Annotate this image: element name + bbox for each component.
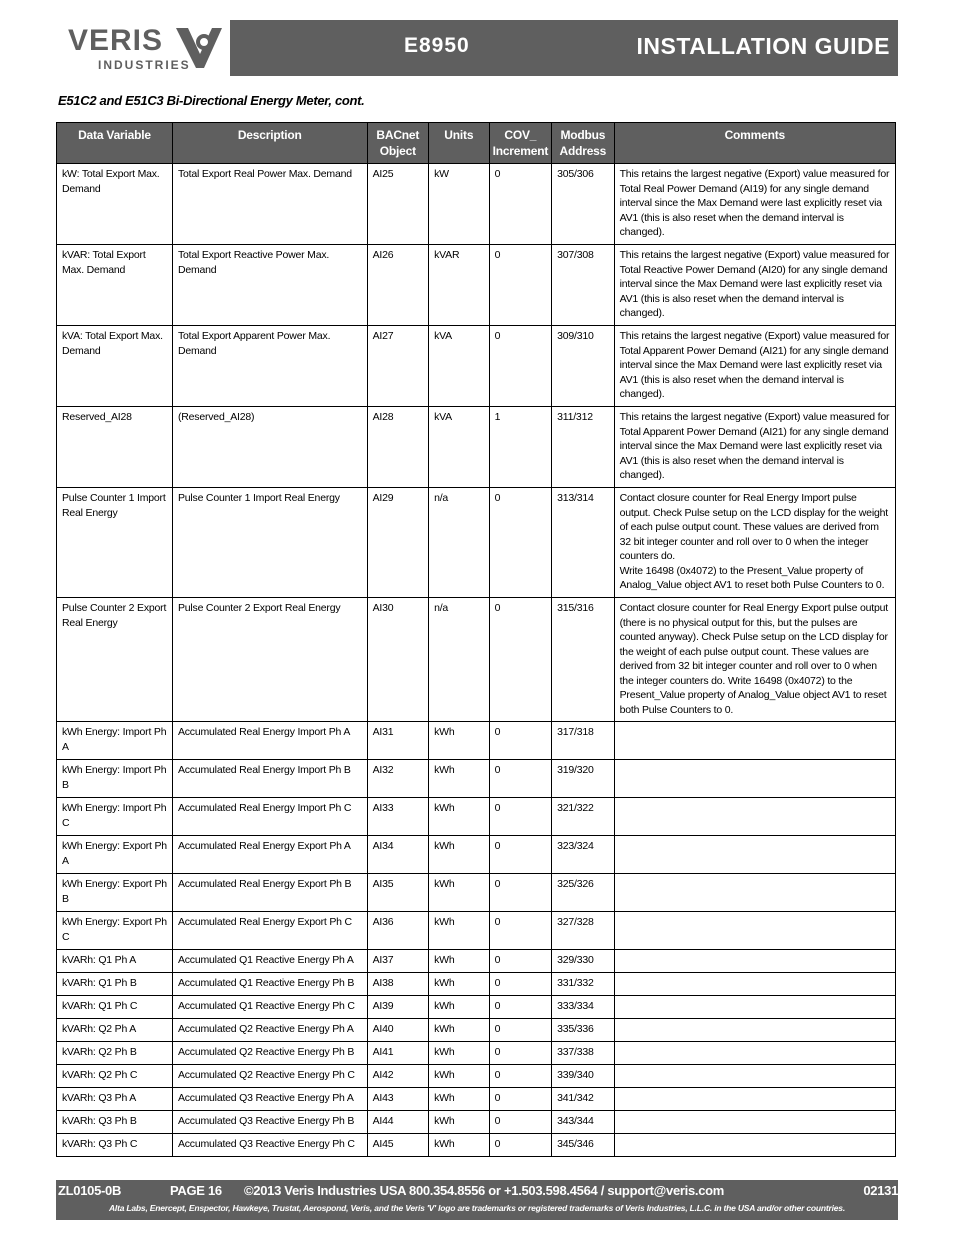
bacnet-object-cell: AI30 — [367, 598, 429, 722]
modbus-address-cell: 343/344 — [552, 1111, 615, 1134]
table-row — [57, 973, 896, 996]
document-title: INSTALLATION GUIDE — [636, 33, 890, 59]
modbus-address-cell: 317/318 — [552, 722, 615, 760]
comments-cell — [614, 1134, 895, 1157]
table-row — [57, 164, 896, 245]
comments-cell — [614, 760, 895, 798]
column-header: Data Variable — [57, 123, 173, 164]
table-row — [57, 488, 896, 598]
copyright-contact: ©2013 Veris Industries USA 800.354.8556 or +1.503.598.4564 / support@veris.com — [244, 1183, 725, 1198]
units-cell: kWh — [429, 874, 490, 912]
bacnet-object-cell: AI44 — [367, 1111, 429, 1134]
description-cell: Accumulated Q2 Reactive Energy Ph B — [172, 1042, 367, 1065]
data-variable-cell: kVARh: Q1 Ph B — [57, 973, 173, 996]
modbus-address-cell: 315/316 — [552, 598, 615, 722]
units-cell: kWh — [429, 1111, 490, 1134]
table-row — [57, 798, 896, 836]
comments-cell: This retains the largest negative (Export) value measured for Total Reactive Power Demand (AI20) for any single demand interval since the Max Demand were last explicitly reset via AV1 (this is also reset when the demand interval is changed). — [614, 245, 895, 326]
document-id: ZL0105-0B — [58, 1183, 122, 1198]
data-variable-cell: kWh Energy: Export Ph C — [57, 912, 173, 950]
bacnet-object-cell: AI33 — [367, 798, 429, 836]
modbus-address-cell: 345/346 — [552, 1134, 615, 1157]
table-row — [57, 1111, 896, 1134]
modbus-address-cell: 309/310 — [552, 326, 615, 407]
column-header: Units — [429, 123, 490, 164]
table-header-row — [57, 123, 896, 164]
cov-increment-cell: 0 — [489, 1042, 552, 1065]
table-row — [57, 912, 896, 950]
veris-v-logo-icon — [174, 26, 224, 70]
data-variable-cell: kVARh: Q1 Ph A — [57, 950, 173, 973]
logo-subtitle: INDUSTRIES — [98, 58, 191, 72]
comments-cell — [614, 1088, 895, 1111]
data-table — [56, 122, 896, 1157]
units-cell: kWh — [429, 1065, 490, 1088]
bacnet-object-cell: AI43 — [367, 1088, 429, 1111]
description-cell: Total Export Real Power Max. Demand — [172, 164, 367, 245]
modbus-address-cell: 329/330 — [552, 950, 615, 973]
description-cell: Accumulated Real Energy Export Ph A — [172, 836, 367, 874]
comments-cell — [614, 1019, 895, 1042]
modbus-address-cell: 339/340 — [552, 1065, 615, 1088]
table-row — [57, 950, 896, 973]
cov-increment-cell: 0 — [489, 798, 552, 836]
bacnet-object-cell: AI38 — [367, 973, 429, 996]
column-header: BACnet Object — [367, 123, 429, 164]
comments-cell — [614, 798, 895, 836]
table-row — [57, 996, 896, 1019]
table-row — [57, 326, 896, 407]
logo-wordmark: VERIS — [68, 24, 164, 57]
units-cell: kVA — [429, 407, 490, 488]
data-variable-cell: kWh Energy: Export Ph A — [57, 836, 173, 874]
data-variable-cell: kVARh: Q2 Ph C — [57, 1065, 173, 1088]
modbus-address-cell: 331/332 — [552, 973, 615, 996]
description-cell: Accumulated Q2 Reactive Energy Ph C — [172, 1065, 367, 1088]
table-row — [57, 1019, 896, 1042]
data-variable-cell: Pulse Counter 1 Import Real Energy — [57, 488, 173, 598]
description-cell: Accumulated Real Energy Import Ph A — [172, 722, 367, 760]
description-cell: Accumulated Real Energy Export Ph B — [172, 874, 367, 912]
data-variable-cell: kVARh: Q3 Ph B — [57, 1111, 173, 1134]
bacnet-object-cell: AI27 — [367, 326, 429, 407]
comments-cell: Contact closure counter for Real Energy Export pulse output (there is no physical output for this, but the pulses are counted anyway). Check Pulse setup on the LCD display for the weight of each pulse output count. These values are derived from 32 bit integer counter and roll over to 0 when the integer counters do. Write 16498 (0x4072) to the Present_Value property of Analog_Value object AV1 to reset both Pulse Counters to 0. — [614, 598, 895, 722]
modbus-address-cell: 323/324 — [552, 836, 615, 874]
modbus-address-cell: 311/312 — [552, 407, 615, 488]
cov-increment-cell: 0 — [489, 1065, 552, 1088]
veris-logo — [56, 20, 231, 76]
bacnet-object-cell: AI25 — [367, 164, 429, 245]
comments-cell — [614, 836, 895, 874]
cov-increment-cell: 0 — [489, 722, 552, 760]
description-cell: Accumulated Q1 Reactive Energy Ph C — [172, 996, 367, 1019]
units-cell: kWh — [429, 1019, 490, 1042]
units-cell: kWh — [429, 996, 490, 1019]
comments-cell — [614, 973, 895, 996]
data-variable-cell: kW: Total Export Max. Demand — [57, 164, 173, 245]
units-cell: n/a — [429, 488, 490, 598]
data-variable-cell: kVARh: Q3 Ph A — [57, 1088, 173, 1111]
cov-increment-cell: 0 — [489, 836, 552, 874]
trademark-notice: Alta Labs, Enercept, Enspector, Hawkeye, Trustat, Aerospond, Veris, and the Veris 'V' logo are trademarks or registered trademarks of Veris Industries, L.L.C. in the USA and/or other countries. — [108, 1203, 845, 1213]
units-cell: kWh — [429, 912, 490, 950]
bacnet-object-cell: AI37 — [367, 950, 429, 973]
description-cell: Accumulated Q3 Reactive Energy Ph A — [172, 1088, 367, 1111]
comments-cell: This retains the largest negative (Export) value measured for Total Apparent Power Demand (AI21) for any single demand interval since the Max Demand were last explicitly reset via AV1 (this is also reset when the demand interval is changed). — [614, 326, 895, 407]
units-cell: kWh — [429, 1134, 490, 1157]
comments-cell: This retains the largest negative (Export) value measured for Total Real Power Demand (AI19) for any single demand interval since the Max Demand were last explicitly reset via AV1 (this is also reset when the demand interval is changed). — [614, 164, 895, 245]
modbus-address-cell: 325/326 — [552, 874, 615, 912]
table-row — [57, 1134, 896, 1157]
comments-cell — [614, 1111, 895, 1134]
page-footer — [56, 1180, 898, 1220]
table-row — [57, 598, 896, 722]
data-variable-cell: kVARh: Q2 Ph B — [57, 1042, 173, 1065]
data-variable-cell: kVARh: Q1 Ph C — [57, 996, 173, 1019]
description-cell: (Reserved_AI28) — [172, 407, 367, 488]
description-cell: Accumulated Q2 Reactive Energy Ph A — [172, 1019, 367, 1042]
units-cell: kVAR — [429, 245, 490, 326]
bacnet-object-cell: AI36 — [367, 912, 429, 950]
modbus-address-cell: 313/314 — [552, 488, 615, 598]
comment-text: Contact closure counter for Real Energy Import pulse output. Check Pulse setup on the LCD display for the weight of each pulse output count. These values are derived from 32 bit integer counter and roll over to 0 when the integer counters do. — [619, 492, 888, 562]
data-variable-cell: kWh Energy: Import Ph C — [57, 798, 173, 836]
bacnet-object-cell: AI35 — [367, 874, 429, 912]
modbus-address-cell: 319/320 — [552, 760, 615, 798]
units-cell: kWh — [429, 760, 490, 798]
units-cell: kWh — [429, 722, 490, 760]
data-variable-cell: kWh Energy: Import Ph B — [57, 760, 173, 798]
comments-cell: This retains the largest negative (Export) value measured for Total Apparent Power Demand (AI21) for any single demand interval since the Max Demand were last explicitly reset via AV1 (this is also reset when the demand interval is changed). — [614, 407, 895, 488]
modbus-address-cell: 305/306 — [552, 164, 615, 245]
table-row — [57, 1065, 896, 1088]
cov-increment-cell: 0 — [489, 950, 552, 973]
cov-increment-cell: 0 — [489, 996, 552, 1019]
description-cell: Pulse Counter 1 Import Real Energy — [172, 488, 367, 598]
bacnet-object-cell: AI28 — [367, 407, 429, 488]
data-variable-cell: Reserved_AI28 — [57, 407, 173, 488]
table-row — [57, 722, 896, 760]
description-cell: Pulse Counter 2 Export Real Energy — [172, 598, 367, 722]
description-cell: Accumulated Q3 Reactive Energy Ph B — [172, 1111, 367, 1134]
units-cell: kWh — [429, 950, 490, 973]
table-row — [57, 874, 896, 912]
description-cell: Accumulated Real Energy Import Ph C — [172, 798, 367, 836]
description-cell: Total Export Apparent Power Max. Demand — [172, 326, 367, 407]
data-variable-cell: kVA: Total Export Max. Demand — [57, 326, 173, 407]
data-variable-cell: kWh Energy: Export Ph B — [57, 874, 173, 912]
units-cell: kW — [429, 164, 490, 245]
bacnet-object-cell: AI29 — [367, 488, 429, 598]
page-number: PAGE 16 — [170, 1183, 222, 1198]
modbus-address-cell: 307/308 — [552, 245, 615, 326]
units-cell: kWh — [429, 798, 490, 836]
table-row — [57, 1042, 896, 1065]
description-cell: Accumulated Q3 Reactive Energy Ph C — [172, 1134, 367, 1157]
cov-increment-cell: 0 — [489, 1111, 552, 1134]
bacnet-object-cell: AI40 — [367, 1019, 429, 1042]
bacnet-object-cell: AI31 — [367, 722, 429, 760]
cov-increment-cell: 0 — [489, 912, 552, 950]
comments-cell — [614, 996, 895, 1019]
units-cell: kWh — [429, 973, 490, 996]
data-variable-cell: kWh Energy: Import Ph A — [57, 722, 173, 760]
units-cell: kWh — [429, 836, 490, 874]
date-code: 02131 — [863, 1183, 898, 1198]
data-variable-cell: Pulse Counter 2 Export Real Energy — [57, 598, 173, 722]
cov-increment-cell: 1 — [489, 407, 552, 488]
model-number: E8950 — [404, 34, 470, 57]
cov-increment-cell: 0 — [489, 760, 552, 798]
bacnet-object-cell: AI39 — [367, 996, 429, 1019]
comments-cell — [614, 488, 895, 598]
cov-increment-cell: 0 — [489, 874, 552, 912]
cov-increment-cell: 0 — [489, 245, 552, 326]
cov-increment-cell: 0 — [489, 1088, 552, 1111]
bacnet-object-cell: AI45 — [367, 1134, 429, 1157]
page-header — [56, 20, 898, 76]
table-row — [57, 836, 896, 874]
description-cell: Accumulated Q1 Reactive Energy Ph A — [172, 950, 367, 973]
column-header: COV_ Increment — [489, 123, 552, 164]
bacnet-object-cell: AI26 — [367, 245, 429, 326]
comments-cell — [614, 722, 895, 760]
description-cell: Accumulated Q1 Reactive Energy Ph B — [172, 973, 367, 996]
table-row — [57, 1088, 896, 1111]
cov-increment-cell: 0 — [489, 164, 552, 245]
table-row — [57, 407, 896, 488]
units-cell: n/a — [429, 598, 490, 722]
description-cell: Total Export Reactive Power Max. Demand — [172, 245, 367, 326]
column-header: Comments — [614, 123, 895, 164]
table-body — [57, 164, 896, 1157]
description-cell: Accumulated Real Energy Import Ph B — [172, 760, 367, 798]
cov-increment-cell: 0 — [489, 488, 552, 598]
cov-increment-cell: 0 — [489, 598, 552, 722]
bacnet-object-cell: AI41 — [367, 1042, 429, 1065]
modbus-address-cell: 333/334 — [552, 996, 615, 1019]
units-cell: kWh — [429, 1088, 490, 1111]
column-header: Description — [172, 123, 367, 164]
cov-increment-cell: 0 — [489, 1019, 552, 1042]
comments-cell — [614, 874, 895, 912]
bacnet-object-cell: AI42 — [367, 1065, 429, 1088]
comments-cell — [614, 912, 895, 950]
comments-cell — [614, 950, 895, 973]
description-cell: Accumulated Real Energy Export Ph C — [172, 912, 367, 950]
bacnet-object-cell: AI34 — [367, 836, 429, 874]
comments-cell — [614, 1065, 895, 1088]
units-cell: kWh — [429, 1042, 490, 1065]
modbus-address-cell: 327/328 — [552, 912, 615, 950]
cov-increment-cell: 0 — [489, 1134, 552, 1157]
cov-increment-cell: 0 — [489, 326, 552, 407]
table-row — [57, 760, 896, 798]
column-header: Modbus Address — [552, 123, 615, 164]
cov-increment-cell: 0 — [489, 973, 552, 996]
modbus-address-cell: 341/342 — [552, 1088, 615, 1111]
comment-text: Write 16498 (0x4072) to the Present_Value property of Analog_Value object AV1 to reset both Pulse Counters to 0. — [619, 564, 885, 591]
modbus-address-cell: 321/322 — [552, 798, 615, 836]
section-subtitle: E51C2 and E51C3 Bi-Directional Energy Meter, cont. — [58, 93, 365, 108]
modbus-address-cell: 337/338 — [552, 1042, 615, 1065]
bacnet-object-cell: AI32 — [367, 760, 429, 798]
units-cell: kVA — [429, 326, 490, 407]
table-row — [57, 245, 896, 326]
modbus-address-cell: 335/336 — [552, 1019, 615, 1042]
data-variable-cell: kVARh: Q2 Ph A — [57, 1019, 173, 1042]
comments-cell — [614, 1042, 895, 1065]
data-variable-cell: kVAR: Total Export Max. Demand — [57, 245, 173, 326]
data-variable-cell: kVARh: Q3 Ph C — [57, 1134, 173, 1157]
